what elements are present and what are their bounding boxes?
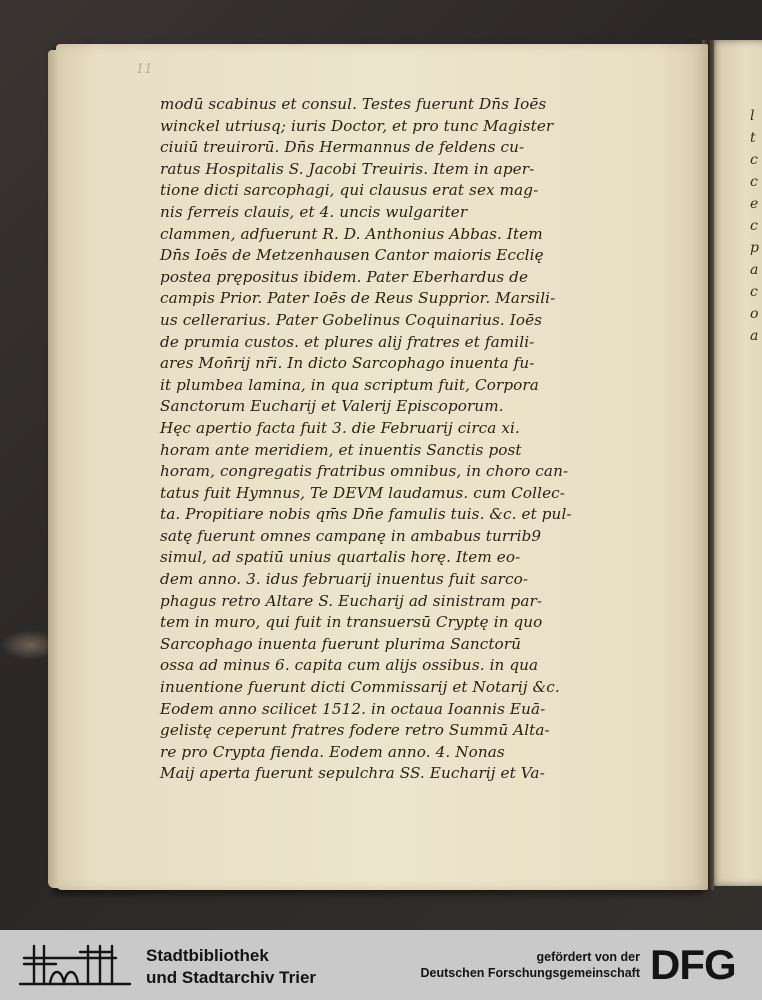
next-page-fragment: c	[750, 152, 758, 168]
library-name-line-1: Stadtbibliothek	[146, 946, 269, 965]
manuscript-line: phagus retro Altare S. Eucharij ad sinistram par-	[160, 591, 543, 610]
manuscript-line: Maij aperta fuerunt sepulchra SS. Eucharij et Va-	[160, 764, 545, 783]
manuscript-line: modū scabinus et consul. Testes fuerunt Dn̄s Ioēs	[160, 95, 547, 113]
manuscript-line: it plumbea lamina, in qua scriptum fuit, Corpora	[160, 375, 539, 394]
funder-line-2: Deutschen Forschungsgemeinschaft	[420, 966, 640, 980]
next-page-fragment: p	[750, 240, 759, 256]
manuscript-line: winckel utriusq; iuris Doctor, et pro tunc Magister	[160, 116, 554, 135]
manuscript-line: tem in muro, qui fuit in transuersū Cryptę in quo	[160, 613, 543, 632]
manuscript-line: Dn̄s Ioēs de Metzenhausen Cantor maioris Ecclię	[160, 246, 544, 265]
manuscript-line: dem anno. 3. idus februarij inuentus fuit sarco-	[160, 570, 529, 589]
next-page-fragment: c	[750, 284, 758, 300]
manuscript-line: ossa ad minus 6. capita cum alijs ossibus. in qua	[160, 656, 539, 675]
manuscript-line: Hęc apertio facta fuit 3. die Februarij circa xi.	[160, 418, 520, 437]
manuscript-line: tione dicti sarcophagi, qui clausus erat sex mag-	[160, 181, 539, 200]
manuscript-line: postea prępositus ibidem. Pater Eberhardus de	[160, 267, 529, 286]
manuscript-line: re pro Crypta fienda. Eodem anno. 4. Nonas	[160, 742, 505, 761]
dfg-logo: DFG	[650, 941, 736, 988]
library-name	[146, 945, 316, 989]
manuscript-line: ares Mon̄rij nr̄i. In dicto Sarcophago inuenta fu-	[160, 354, 535, 373]
manuscript-line: tatus fuit Hymnus, Te DEVM laudamus. cum Collec-	[160, 483, 565, 502]
library-name-line-2: und Stadtarchiv Trier	[146, 968, 317, 987]
manuscript-line: us cellerarius. Pater Gobelinus Coquinarius. Ioēs	[160, 310, 543, 329]
manuscript-line: horam, congregatis fratribus omnibus, in choro can-	[160, 462, 569, 481]
next-page-fragment: a	[750, 262, 759, 278]
manuscript-line: horam ante meridiem, et inuentis Sanctis post	[160, 440, 522, 459]
next-page-fragment: a	[750, 328, 759, 344]
funder-line-1: gefördert von der	[536, 950, 640, 964]
next-page-fragment: c	[750, 174, 758, 190]
next-page-fragment: e	[750, 196, 759, 212]
manuscript-line: clammen, adfuerunt R. D. Anthonius Abbas. Item	[160, 224, 543, 243]
manuscript-line: ciuiū treuirorū. Dn̄s Hermannus de feldens cu-	[160, 138, 525, 157]
manuscript-line: Eodem anno scilicet 1512. in octaua Ioannis Euā-	[160, 699, 546, 718]
next-page-fragment: t	[750, 130, 756, 146]
manuscript-line: campis Prior. Pater Ioēs de Reus Supprior. Marsili-	[160, 289, 556, 308]
next-page-edge	[710, 40, 762, 886]
manuscript-line: inuentione fuerunt dicti Commissarij et Notarij &c.	[160, 678, 560, 697]
manuscript-text	[160, 94, 680, 785]
manuscript-line: satę fuerunt omnes campanę in ambabus turrib9	[160, 526, 542, 545]
manuscript-line: nis ferreis clauis, et 4. uncis wulgariter	[160, 202, 468, 221]
manuscript-line: gelistę ceperunt fratres fodere retro Summū Alta-	[160, 721, 550, 740]
manuscript-page	[56, 44, 708, 890]
funder-text	[421, 949, 641, 981]
manuscript-line: ratus Hospitalis S. Jacobi Treuiris. Item in aper-	[160, 159, 535, 178]
page-number: 11	[136, 62, 153, 77]
manuscript-line: simul, ad spatiū unius quartalis horę. Item eo-	[160, 548, 521, 567]
manuscript-line: de prumia custos. et plures alij fratres et famili-	[160, 332, 535, 351]
next-page-fragment: c	[750, 218, 758, 234]
footer-bar	[0, 930, 762, 1000]
manuscript-line: Sanctorum Eucharij et Valerij Episcoporum.	[160, 397, 504, 416]
next-page-fragment: l	[750, 108, 755, 124]
manuscript-line: ta. Propitiare nobis qm̄s Dn̄e famulis tuis. &c. et pul-	[160, 505, 572, 524]
next-page-fragment: o	[750, 306, 759, 322]
manuscript-line: Sarcophago inuenta fuerunt plurima Sanctorū	[160, 634, 522, 653]
stadtbibliothek-trier-logo-icon	[16, 938, 134, 992]
